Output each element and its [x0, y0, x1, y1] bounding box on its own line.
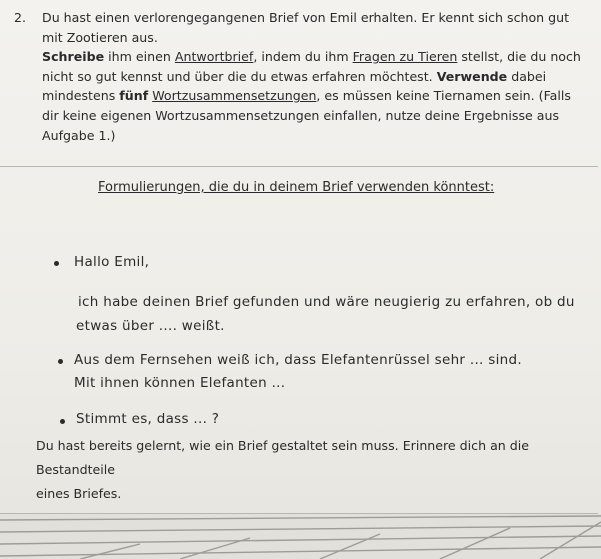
task-line [42, 47, 594, 67]
underlined-term: Wortzusammensetzungen [152, 88, 317, 104]
bullet-icon [54, 261, 59, 266]
task-line: dir keine eigenen Wortzusammensetzungen einfallen, nutze deine Ergebnisse aus [42, 107, 560, 123]
task-line [42, 67, 594, 87]
writing-lines [0, 514, 601, 559]
underlined-term: Fragen zu Tieren [352, 49, 458, 65]
bullet-icon [58, 359, 63, 364]
bullet-icon [60, 419, 65, 424]
phrase-item: ich habe deinen Brief gefunden und wäre neugierig zu erfahren, ob du [78, 294, 575, 310]
bold-word: Verwende [436, 68, 508, 84]
task-line: Aufgabe 1.) [42, 127, 116, 143]
task-text: ihm einen [104, 49, 175, 65]
task-text: , es müssen keine Tiernamen sein. (Falls [316, 88, 571, 104]
phrase-item: Mit ihnen können Elefanten ... [74, 375, 286, 391]
phrase-box-heading: Formulierungen, die du in deinem Brief verwenden könntest: [98, 180, 495, 195]
task-text: nicht so gut kennst und über die du etwas erfahren möchtest. [42, 68, 437, 84]
task-text: stellst, die du noch [457, 49, 581, 65]
task-text: mindestens [42, 88, 120, 104]
phrase-item: Stimmt es, dass ... ? [76, 411, 220, 427]
note-line: eines Briefes. [36, 486, 122, 501]
task-instructions [42, 8, 594, 145]
task-number: 2. [14, 10, 27, 25]
bold-word: Schreibe [42, 49, 105, 65]
task-text: , indem du ihm [253, 49, 353, 65]
task-line: mit Zootieren aus. [42, 29, 158, 45]
phrase-item: Aus dem Fernsehen weiß ich, dass Elefantenrüssel sehr ... sind. [74, 352, 522, 368]
phrase-item: etwas über .... weißt. [76, 318, 225, 334]
phrase-item: Hallo Emil, [74, 254, 150, 270]
bold-word: fünf [119, 88, 149, 104]
task-text: dabei [507, 68, 547, 84]
task-line: Du hast einen verlorengegangenen Brief von Emil erhalten. Er kennt sich schon gut [42, 10, 570, 25]
task-line [42, 86, 594, 106]
letter-reminder-note [36, 434, 586, 506]
note-line: Du hast bereits gelernt, wie ein Brief gestaltet sein muss. Erinnere dich an die Bestandteile [36, 438, 530, 477]
task-2 [14, 8, 594, 145]
underlined-term: Antwortbrief [174, 49, 254, 65]
